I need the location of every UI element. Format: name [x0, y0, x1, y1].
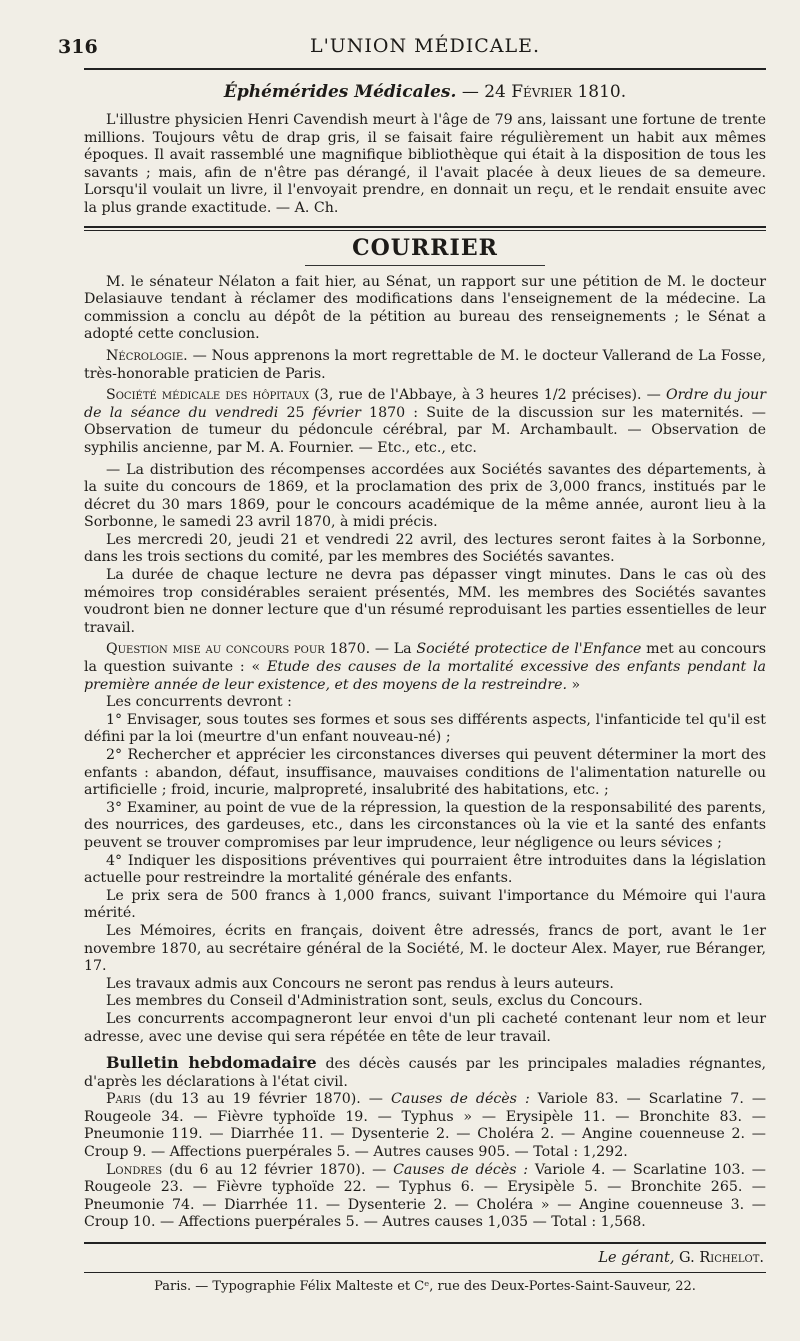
gerant-name: G. Richelot. — [679, 1250, 764, 1267]
pli-paragraph: Les concurrents accompagneront leur envoi d'un pli cacheté contenant leur nom et leur adresse, avec une devise qui sera répétée en tête de leur travail. — [84, 1010, 766, 1045]
bulletin-intro — [84, 1054, 766, 1091]
londres-text: Variole 4. — Scarlatine 103. — Rougeole 23. — Fièvre typhoïde 22. — Typhus 6. — Erysipèle 5. — Bronchite 265. — Pneumonie 74. — Diarrhée 11. — Dysenterie 2. — Choléra » — Angine couenneuse 3. — Croup 10. — Affections puerpérales 5. — Autres causes 1,035 — Total : 1,568. — [84, 1161, 766, 1231]
gerant-label: Le gérant, — [598, 1250, 675, 1267]
concours-item: 4° Indiquer les dispositions préventives qui pourraient être introduites dans la législation actuelle pour restreindre la mortalité générale des enfants. — [84, 852, 766, 887]
ephemerides-text: L'illustre physicien Henri Cavendish meurt à l'âge de 79 ans, laissant une fortune de trente millions. Toujours vêtu de drap gris, il se faisait faire régulièrement un habit aux mêmes époques. Il avait rassemblé une magnifique bibliothèque qui était à la disposition de tous les savants ; mais, afin de n'être pas dérangé, il l'avait placée à deux lieues de sa demeure. Lorsqu'il voulait un livre, il l'envoyait prendre, en donnait un reçu, et le rendait ensuite avec la plus grande exactitude. — A. Ch. — [84, 112, 766, 216]
ephemerides-heading — [84, 82, 766, 102]
londres-label: Londres — [106, 1161, 163, 1178]
necrologie-text: — Nous apprenons la mort regrettable de M. le docteur Vallerand de La Fosse, très-honorable praticien de Paris. — [84, 347, 766, 382]
question-mid: met au concours la question suivante : « — [84, 641, 767, 676]
londres-dates: (du 6 au 12 février 1870). — — [168, 1161, 387, 1178]
imprint-rule — [84, 1272, 766, 1273]
paris-causes-label: Causes de décès : — [391, 1091, 530, 1108]
concurrents-intro: Les concurrents devront : — [106, 694, 292, 711]
footer-rule — [84, 1242, 766, 1244]
concours-item: 1° Envisager, sous toutes ses formes et sous ses différents aspects, l'infanticide tel qu'il est défini par la loi (meurtre d'un enfant nouveau-né) ; — [84, 711, 766, 746]
prix-paragraph: Le prix sera de 500 francs à 1,000 francs, suivant l'importance du Mémoire qui l'aura mérité. — [84, 887, 766, 922]
societe-paragraph — [84, 387, 766, 457]
title-underline — [305, 265, 545, 266]
ephemerides-title: Éphémérides Médicales. — [223, 82, 457, 102]
imprint: Paris. — Typographie Félix Malteste et Cᵉ, rue des Deux-Portes-Saint-Sauveur, 22. — [154, 1279, 696, 1295]
distribution-paragraph: — La distribution des récompenses accordées aux Sociétés savantes des départements, à la suite du concours de 1869, et la proclamation des prix de 3,000 francs, institués par le décret du 30 mars 1869, pour le concours académique de la même année, auront lieu à la Sorbonne, le samedi 23 avril 1870, à midi précis. — [84, 461, 766, 531]
concours-items — [84, 712, 766, 888]
membres-paragraph: Les membres du Conseil d'Administration sont, seuls, exclus du Concours. — [106, 993, 643, 1010]
memoires-paragraph: Les Mémoires, écrits en français, doivent être adressés, francs de port, avant le 1er novembre 1870, au secrétaire général de la Société, M. le docteur Alex. Mayer, rue Béranger, 17. — [84, 922, 766, 975]
courrier-title: COURRIER — [352, 234, 498, 261]
ephemerides-date: — 24 Février 1810. — [461, 82, 627, 102]
necrologie-paragraph — [84, 348, 766, 383]
societe-text: 1870 : Suite de la discussion sur les maternités. — Observation de tumeur du pédoncule cérébral, par M. Archambault. — Observation de syphilis ancienne, par M. A. Fournier. — Etc., etc., etc. — [84, 404, 766, 456]
societe-address: (3, rue de l'Abbaye, à 3 heures 1/2 précises). — — [314, 387, 661, 404]
running-head — [58, 28, 766, 70]
necrologie-label: Nécrologie. — [106, 347, 188, 364]
paris-label: Paris — [106, 1091, 142, 1108]
londres-causes-label: Causes de décès : — [393, 1161, 529, 1178]
question-paragraph — [84, 641, 766, 694]
travaux-paragraph: Les travaux admis aux Concours ne seront pas rendus à leurs auteurs. — [106, 975, 614, 992]
question-end: » — [571, 676, 581, 693]
section-divider — [84, 226, 766, 231]
societe-month: février — [312, 404, 361, 421]
concours-item: 3° Examiner, au point de vue de la répression, la question de la responsabilité des parents, des nourrices, des gardeuses, etc., dans les circonstances où la vie et la santé des enfants peuvent se trouver compromises par leur imprudence, leur négligence ou leurs sévices ; — [84, 799, 766, 851]
paris-text: Variole 83. — Scarlatine 7. — Rougeole 34. — Fièvre typhoïde 19. — Typhus » — Erysipèle 11. — Bronchite 83. — Pneumonie 119. — Diarrhée 11. — Dysenterie 2. — Choléra 2. — Angine couenneuse 2. — Croup 9. — Affections puerpérales 5. — Autres causes 905. — Total : 1,292. — [84, 1091, 767, 1161]
question-society: Société protectice de l'Enfance — [416, 641, 642, 658]
bulletin-paris — [84, 1091, 766, 1161]
page-number: 316 — [58, 36, 98, 58]
bulletin-title: Bulletin hebdomadaire — [106, 1053, 317, 1073]
senat-paragraph: M. le sénateur Nélaton a fait hier, au Sénat, un rapport sur une pétition de M. le docteur Delasiauve tendant à réclamer des modifications dans l'enseignement de la médecine. La commission a conclu au dépôt de la pétition au bureau des renseignements ; le Sénat a adopté cette conclusion. — [84, 273, 766, 343]
societe-date: 25 — [286, 404, 305, 421]
question-pre: — La — [374, 641, 412, 658]
societe-ordre: Ordre du jour de la séance du vendredi — [84, 387, 766, 421]
societe-label: Société médicale des hôpitaux — [106, 387, 310, 404]
question-title: Etude des causes de la mortalité excessive des enfants pendant la première année de leur existence, et des moyens de la restreindre. — [84, 659, 766, 693]
paris-dates: (du 13 au 19 février 1870). — — [149, 1091, 383, 1108]
bulletin-intro-text: des décès causés par les principales maladies régnantes, d'après les déclarations à l'état civil. — [84, 1056, 767, 1090]
signature — [84, 1250, 766, 1266]
journal-title: L'UNION MÉDICALE. — [309, 35, 541, 57]
question-label: Question mise au concours pour 1870. — [106, 641, 371, 658]
bulletin-londres — [84, 1162, 766, 1232]
concours-item: 2° Rechercher et apprécier les circonstances diverses qui peuvent déterminer la mort des enfants : abandon, défaut, insuffisance, mauvaises conditions de l'alimentation naturelle ou artificielle ; froid, incurie, malpropreté, insalubrité des habitations, etc. ; — [84, 747, 766, 799]
lectures-paragraph: Les mercredi 20, jeudi 21 et vendredi 22 avril, des lectures seront faites à la Sorbonne, dans les trois sections du comité, par les membres des Sociétés savantes. — [84, 531, 766, 566]
duree-paragraph: La durée de chaque lecture ne devra pas dépasser vingt minutes. Dans le cas où des mémoires trop considérables seraient présentés, MM. les membres des Sociétés savantes voudront bien ne donner lecture que d'un résumé reproduisant les parties essentielles de leur travail. — [84, 567, 766, 636]
